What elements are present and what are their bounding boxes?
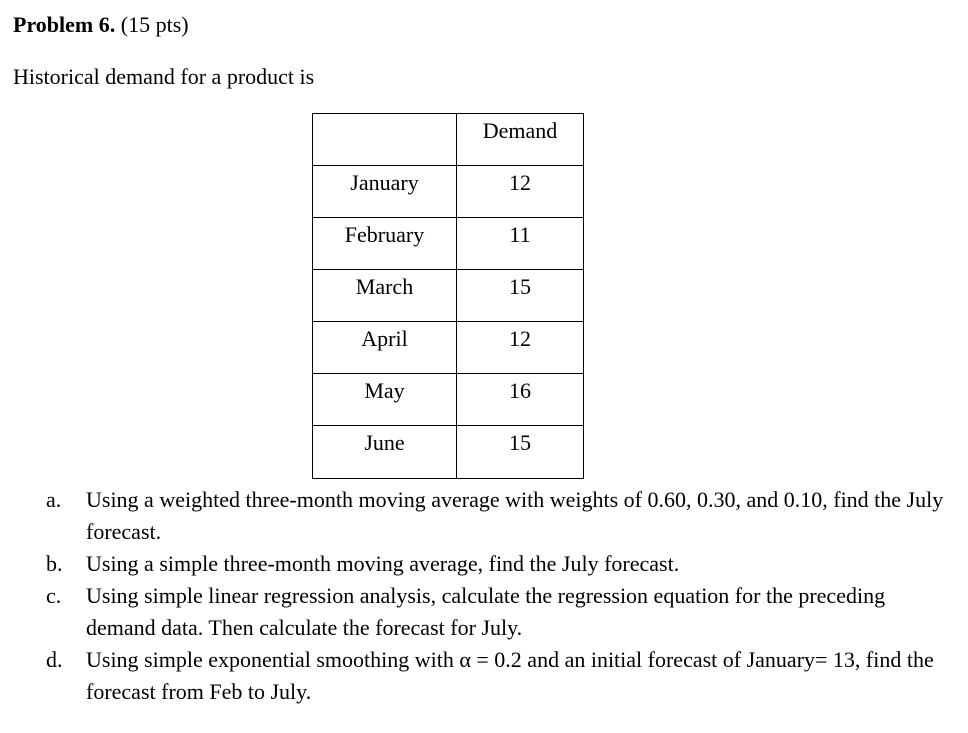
demand-cell: 15 — [457, 270, 584, 322]
table-header-row — [313, 114, 584, 166]
demand-cell: 12 — [457, 322, 584, 374]
question-marker: a. — [46, 487, 62, 512]
month-cell: June — [313, 426, 457, 479]
table-row — [313, 322, 584, 374]
question-text: Using simple exponential smoothing with α = 0.2 and an initial forecast of January= 13, find the forecast from Feb to July. — [86, 647, 934, 704]
month-cell: March — [313, 270, 457, 322]
table-row — [313, 218, 584, 270]
header-month-cell — [313, 114, 457, 166]
problem-points: (15 pts) — [120, 12, 189, 37]
problem-heading — [13, 11, 189, 39]
table-row — [313, 166, 584, 218]
demand-cell: 12 — [457, 166, 584, 218]
table-row — [313, 374, 584, 426]
question-text: Using a simple three-month moving average, find the July forecast. — [86, 551, 680, 576]
demand-cell: 16 — [457, 374, 584, 426]
problem-title: Problem 6. — [13, 12, 116, 37]
question-text: Using a weighted three-month moving average with weights of 0.60, 0.30, and 0.10, find the July forecast. — [86, 487, 944, 544]
table-row — [313, 426, 584, 479]
question-text: Using simple linear regression analysis, calculate the regression equation for the preceding demand data. Then calculate the forecast for July. — [86, 583, 886, 640]
intro-text: Historical demand for a product is — [13, 64, 315, 89]
question-list — [46, 484, 956, 708]
month-cell: May — [313, 374, 457, 426]
table-row — [313, 270, 584, 322]
demand-cell: 11 — [457, 218, 584, 270]
header-demand-cell: Demand — [457, 114, 584, 166]
demand-table — [312, 113, 584, 479]
question-item — [46, 644, 956, 708]
question-marker: c. — [46, 583, 62, 608]
question-item — [46, 484, 956, 548]
question-item — [46, 548, 956, 580]
question-marker: b. — [46, 551, 63, 576]
question-item — [46, 580, 956, 644]
demand-cell: 15 — [457, 426, 584, 479]
month-cell: February — [313, 218, 457, 270]
month-cell: January — [313, 166, 457, 218]
month-cell: April — [313, 322, 457, 374]
question-marker: d. — [46, 647, 63, 672]
